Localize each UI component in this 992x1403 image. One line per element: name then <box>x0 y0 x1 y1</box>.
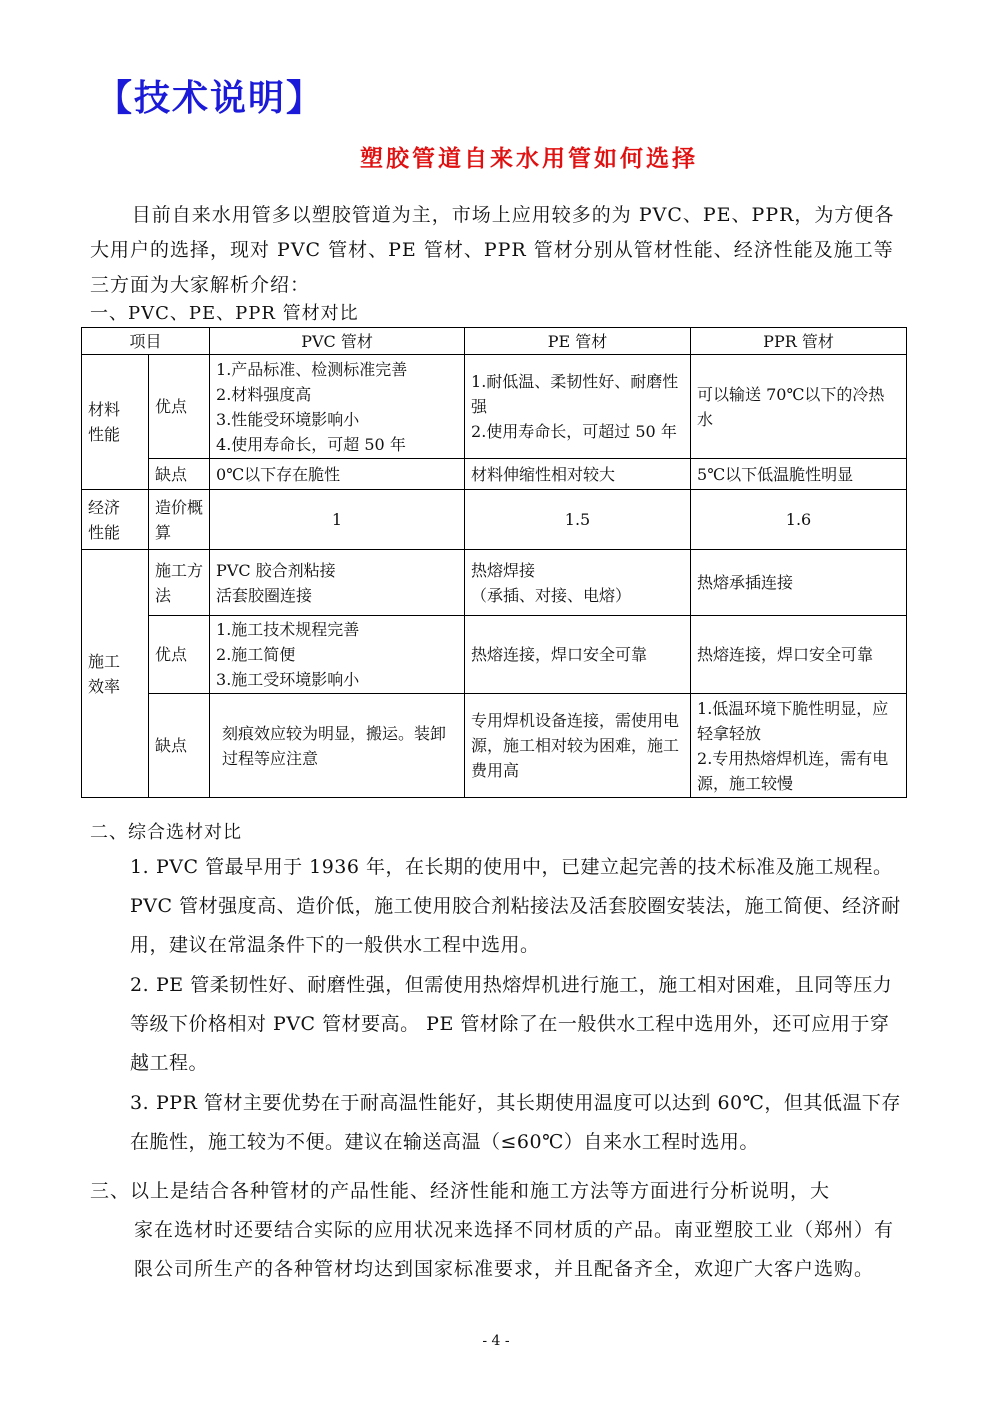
section-1-heading: 一、PVC、PE、PPR 管材对比 <box>90 303 359 324</box>
cell-pvc: 1.产品标准、检测标准完善 2.材料强度高 3.性能受环境影响小 4.使用寿命长，可超 50 年 <box>210 355 465 459</box>
cell-ppr: 热熔连接，焊口安全可靠 <box>691 616 907 694</box>
header-pvc: PVC 管材 <box>210 328 465 355</box>
cell-pe: 热熔焊接 （承插、对接、电熔） <box>465 550 691 616</box>
cell-ppr: 热熔承插连接 <box>691 550 907 616</box>
list-item-number: 2. <box>130 974 150 996</box>
cell-pe: 材料伸缩性相对较大 <box>465 459 691 490</box>
list-item <box>130 966 905 1083</box>
section-3-body: 家在选材时还要结合实际的应用状况来选择不同材质的产品。南亚塑胶工业（郑州）有限公司所生产的各种管材均达到国家标准要求，并且配备齐全，欢迎广大客户选购。 <box>134 1219 895 1280</box>
cell-pe: 1.耐低温、柔韧性好、耐磨性强 2.使用寿命长，可超过 50 年 <box>465 355 691 459</box>
row-label: 优点 <box>149 355 210 459</box>
cell-pvc: PVC 胶合剂粘接 活套胶圈连接 <box>210 550 465 616</box>
header-ppr: PPR 管材 <box>691 328 907 355</box>
cell-pvc: 1.施工技术规程完善 2.施工简便 3.施工受环境影响小 <box>210 616 465 694</box>
list-item <box>130 1084 905 1162</box>
header-pe: PE 管材 <box>465 328 691 355</box>
cell-ppr: 1.低温环境下脆性明显，应轻拿轻放 2.专用热熔焊机连，需有电源，施工较慢 <box>691 694 907 798</box>
cell-ppr: 5℃以下低温脆性明显 <box>691 459 907 490</box>
row-label: 缺点 <box>149 694 210 798</box>
page-title: 【技术说明】 <box>96 78 325 119</box>
list-item-text: PPR 管材主要优势在于耐高温性能好，其长期使用温度可以达到 60℃，但其低温下存在脆性，施工较为不便。建议在输送高温（≤60℃）自来水工程时选用。 <box>130 1092 901 1153</box>
group-material: 材料性能 <box>82 355 149 490</box>
cell-pvc: 0℃以下存在脆性 <box>210 459 465 490</box>
list-item-text: PVC 管最早用于 1936 年，在长期的使用中，已建立起完善的技术标准及施工规程。PVC 管材强度高、造价低，施工使用胶合剂粘接法及活套胶圈安装法，施工简便、经济耐用，建议在常温条件下的一般供水工程中选用。 <box>130 856 901 956</box>
cell-pe: 热熔连接，焊口安全可靠 <box>465 616 691 694</box>
cell-ppr: 可以输送 70℃以下的冷热水 <box>691 355 907 459</box>
page-number: - 4 - <box>482 1333 510 1349</box>
group-economic: 经济性能 <box>82 490 149 550</box>
table-row <box>82 355 907 459</box>
table-header-row <box>82 328 907 355</box>
row-label: 施工方法 <box>149 550 210 616</box>
table-row <box>82 616 907 694</box>
cell-ppr: 1.6 <box>691 490 907 550</box>
cell-pvc: 刻痕效应较为明显，搬运。装卸过程等应注意 <box>210 694 465 798</box>
row-label: 优点 <box>149 616 210 694</box>
cell-pe: 专用焊机设备连接，需使用电源，施工相对较为困难，施工费用高 <box>465 694 691 798</box>
list-item-number: 3. <box>130 1092 150 1114</box>
list-item <box>130 848 905 965</box>
cell-pe: 1.5 <box>465 490 691 550</box>
header-item: 项目 <box>82 328 210 355</box>
section-2-heading: 二、综合选材对比 <box>90 822 242 843</box>
table-row <box>82 490 907 550</box>
table-row <box>82 694 907 798</box>
selection-list <box>130 848 905 1163</box>
section-3-paragraph <box>90 1172 900 1289</box>
list-item-text: PE 管柔韧性好、耐磨性强，但需使用热熔焊机进行施工，施工相对困难，且同等压力等级下价格相对 PVC 管材要高。 PE 管材除了在一般供水工程中选用外，还可应用于穿越工程。 <box>130 974 893 1074</box>
table-row <box>82 550 907 616</box>
comparison-table <box>81 327 907 798</box>
document-subtitle: 塑胶管道自来水用管如何选择 <box>360 145 698 172</box>
intro-paragraph: 目前自来水用管多以塑胶管道为主，市场上应用较多的为 PVC、PE、PPR，为方便各大用户的选择，现对 PVC 管材、PE 管材、PPR 管材分别从管材性能、经济性能及施工等三方面为大家解析介绍： <box>90 204 895 296</box>
group-construction: 施工效率 <box>82 550 149 798</box>
list-item-number: 1. <box>130 856 150 878</box>
row-label: 缺点 <box>149 459 210 490</box>
table-row <box>82 459 907 490</box>
section-3-lead: 三、以上是结合各种管材的产品性能、经济性能和施工方法等方面进行分析说明，大 <box>90 1180 831 1202</box>
row-label: 造价概算 <box>149 490 210 550</box>
cell-pvc: 1 <box>210 490 465 550</box>
